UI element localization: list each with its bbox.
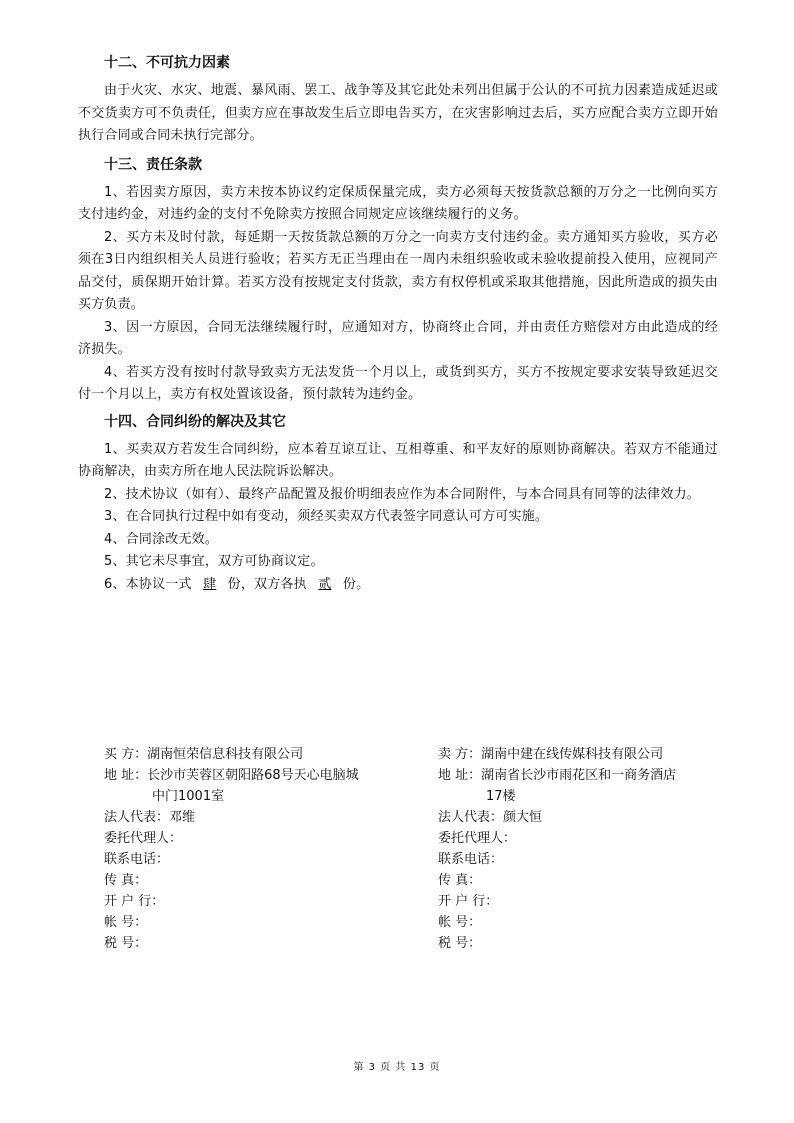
- seller-rep: 颜大恒: [503, 810, 543, 825]
- seller-phone-label: 联系电话：: [438, 852, 504, 867]
- seller-fax-label: 传 真：: [438, 873, 482, 888]
- buyer-account-label: 帐 号：: [104, 915, 148, 930]
- item-6-prefix: 6、本协议一式: [104, 576, 192, 592]
- page-number-footer: 第 3 页 共 13 页: [353, 1062, 441, 1073]
- section-13-item-4: 4、若买方没有按时付款导致卖方无法发货一个月以上，或货到买方，买方不按规定要求安装导致延迟交付一个月以上，卖方有权处置该设备，预付款转为违约金。: [78, 364, 718, 402]
- section-14-item-2: 2、技术协议（如有）、最终产品配置及报价明细表应作为本合同附件，与本合同具有同等的法律效力。: [104, 486, 700, 502]
- buyer-tax-label: 税 号：: [104, 936, 148, 951]
- buyer-fax-label: 传 真：: [104, 873, 148, 888]
- buyer-rep-label: 法人代表：: [104, 810, 170, 825]
- section-13-item-3: 3、因一方原因，合同无法继续履行时，应通知对方，协商终止合同，并由责任方赔偿对方由此造成的经济损失。: [78, 319, 718, 357]
- seller-agent-label: 委托代理人：: [438, 831, 517, 846]
- section-14-item-5: 5、其它未尽事宜，双方可协商议定。: [104, 554, 324, 569]
- seller-name: 湖南中建在线传媒科技有限公司: [481, 747, 664, 762]
- item-6-middle: 份，双方各执: [227, 576, 307, 592]
- buyer-address-label: 地 址：: [104, 768, 148, 783]
- section-13-item-1: 1、若因卖方原因，卖方未按本协议约定保质保量完成，卖方必须每天按货款总额的万分之一比例向买方支付违约金，对违约金的支付不免除卖方按照合同规定应该继续履行的义务。: [78, 184, 718, 222]
- buyer-name: 湖南恒荣信息科技有限公司: [147, 747, 304, 762]
- buyer-name-label: 买 方：: [104, 747, 148, 762]
- section-13-heading: 十三、责任条款: [104, 156, 202, 173]
- section-12-heading: 十二、不可抗力因素: [104, 55, 230, 71]
- seller-signature-block: [438, 744, 738, 954]
- buyer-address-line-1: 长沙市芙蓉区朝阳路68号天心电脑城: [147, 768, 359, 783]
- section-14-item-3: 3、在合同执行过程中如有变动，须经买卖双方代表签字同意认可方可实施。: [104, 509, 549, 524]
- seller-tax-label: 税 号：: [438, 936, 482, 951]
- buyer-signature-block: [104, 744, 404, 954]
- section-14-heading: 十四、合同纠纷的解决及其它: [104, 413, 286, 430]
- contract-body: [78, 52, 718, 596]
- buyer-agent-label: 委托代理人：: [104, 831, 183, 846]
- section-14-item-6: [78, 574, 718, 597]
- section-12-paragraph: 由于火灾、水灾、地震、暴风雨、罢工、战争等及其它此处未列出但属于公认的不可抗力因素造成延迟或不交货卖方可不负责任，但卖方应在事故发生后立即电告买方，在灾害影响过去后，买方应配合卖方立即开始执行合同或合同未执行完部分。: [78, 83, 718, 143]
- buyer-phone-label: 联系电话：: [104, 852, 170, 867]
- copies-total: 肆: [203, 576, 217, 592]
- section-14-item-1: 1、买卖双方若发生合同纠纷，应本着互谅互让、互相尊重、和平友好的原则协商解决。若双方不能通过协商解决，由卖方所在地人民法院诉讼解决。: [78, 441, 718, 479]
- seller-address-line-1: 湖南省长沙市雨花区和一商务酒店: [481, 768, 677, 783]
- copies-each: 贰: [318, 576, 332, 592]
- item-6-suffix: 份。: [342, 576, 370, 592]
- seller-address-label: 地 址：: [438, 768, 482, 783]
- seller-address-line-2: 17楼: [486, 789, 516, 804]
- buyer-bank-label: 开 户 行：: [104, 894, 165, 909]
- seller-rep-label: 法人代表：: [438, 810, 504, 825]
- seller-account-label: 帐 号：: [438, 915, 482, 930]
- buyer-address-line-2: 中门1001室: [152, 789, 225, 804]
- section-13-item-2: 2、买方未及时付款，每延期一天按货款总额的万分之一向卖方支付违约金。卖方通知买方验收，买方必须在3日内组织相关人员进行验收；若买方无正当理由在一周内未组织验收或未验收提前投入使用，应视同产品交付，质保期开始计算。若买方没有按规定支付货款，卖方有权停机或采取其他措施，因此所造成的损失由买方负责。: [78, 229, 718, 312]
- seller-bank-label: 开 户 行：: [438, 894, 499, 909]
- buyer-rep: 邓维: [169, 810, 196, 825]
- seller-name-label: 卖 方：: [438, 747, 482, 762]
- section-14-item-4: 4、合同涂改无效。: [104, 531, 219, 547]
